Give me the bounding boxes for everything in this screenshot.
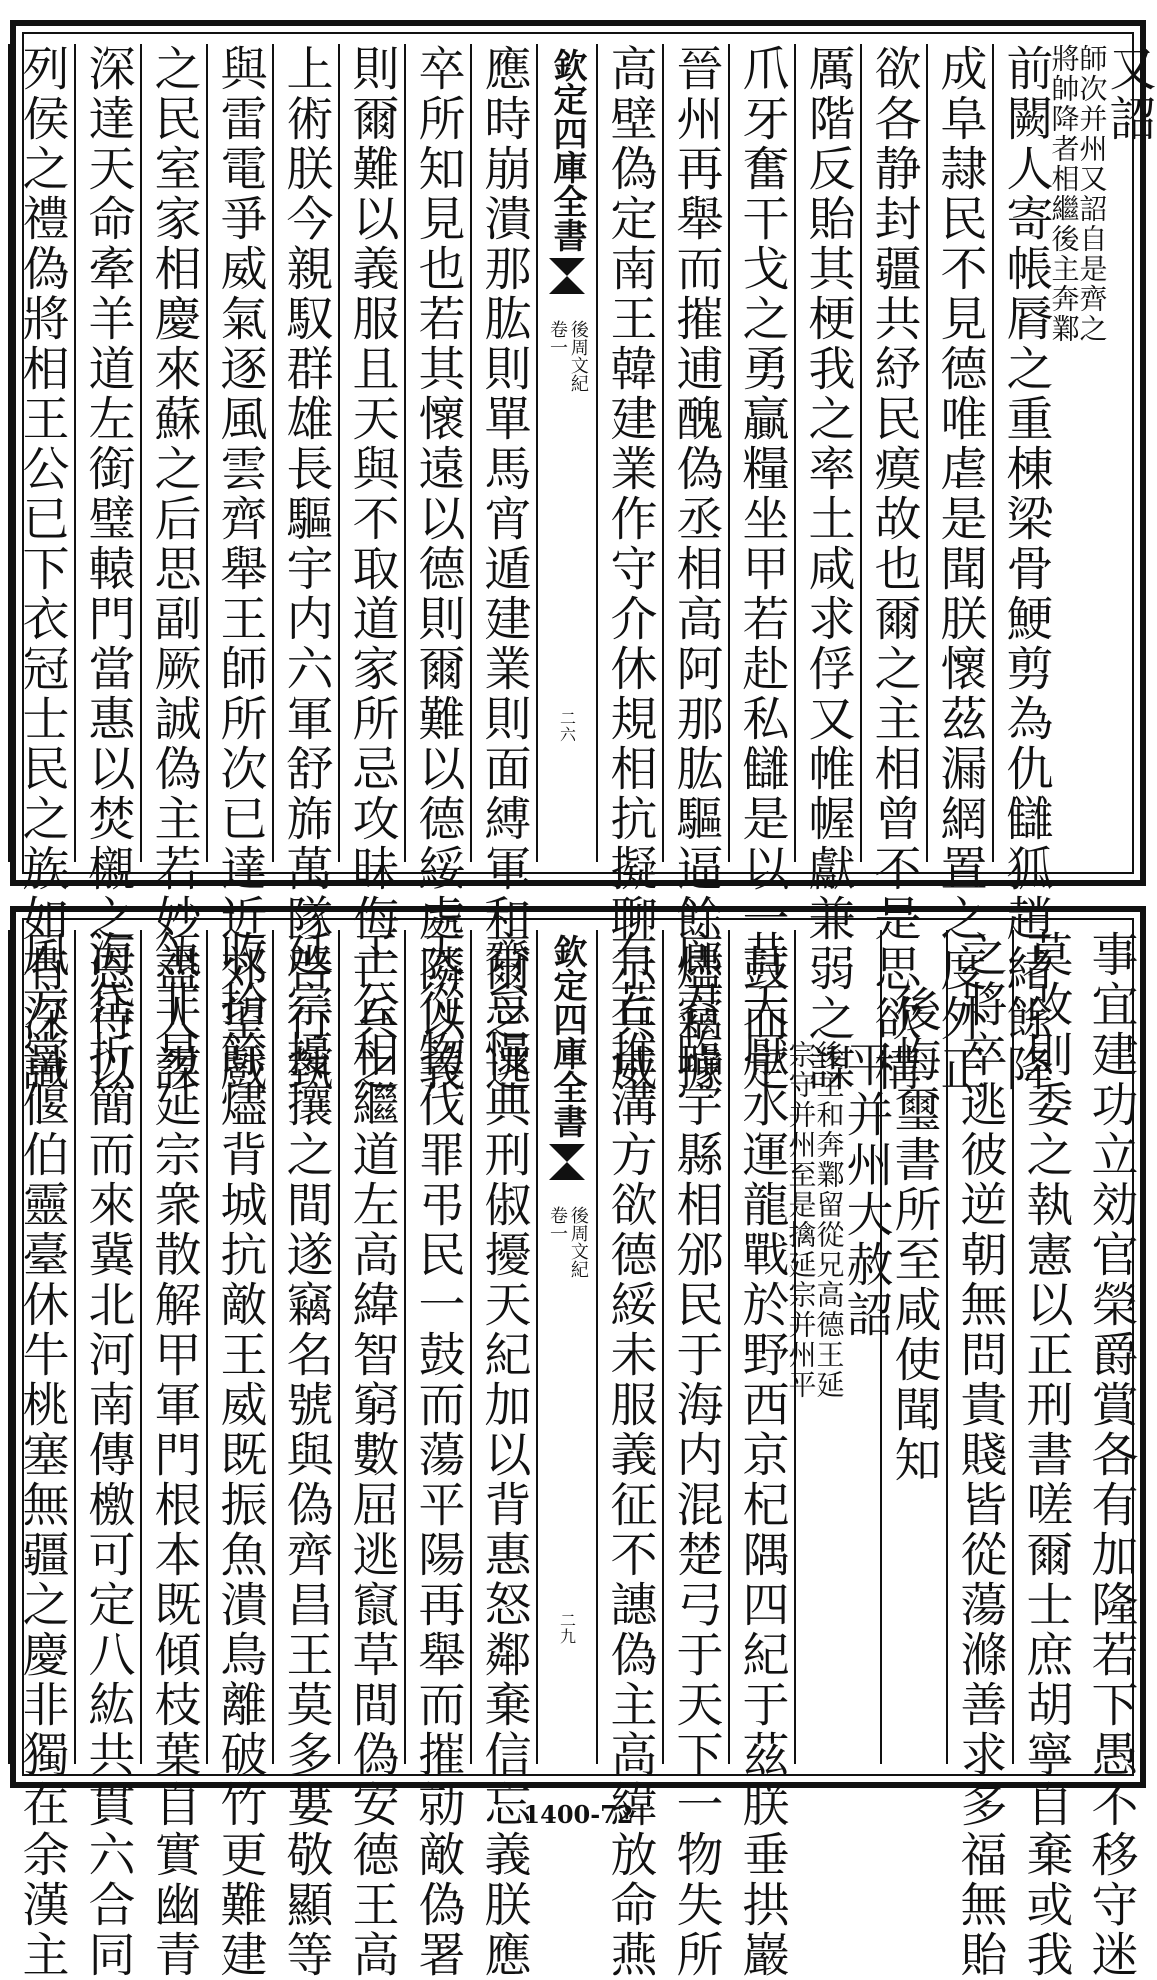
text-column (206, 44, 272, 1094)
text-column (926, 44, 992, 1094)
column-text: 則爾難以義服且天與不取道家所忌攻昧侮亡兵之 (344, 44, 400, 1094)
text-column (140, 930, 206, 1980)
column-text: 前闕人寄帳脣之重棟梁骨鯁剪為仇讎狐趙緒餘降 (998, 44, 1054, 1094)
page-number: 二六 (557, 710, 577, 742)
text-column (728, 44, 794, 1094)
text-column (1047, 44, 1157, 862)
column-text: 列侯之禮偽將相王公已下衣冠士民之族如有深識 (14, 44, 70, 1094)
column-text: 瓴非易延宗衆散解甲軍門根本既傾枝葉自實幽青 (146, 930, 202, 1980)
column-text: 晉州再舉而摧逋醜偽丞相高阿那肱驅逼餘燼竊據 (668, 44, 724, 1094)
text-column (860, 44, 926, 1094)
text-column (338, 930, 404, 1980)
text-column (784, 930, 894, 1764)
text-column (8, 44, 74, 1094)
column-text: 平并州大赦詔 (838, 1040, 894, 1340)
column-text: 有若推溝方欲德綏未服義征不譓偽主高緯放命燕 (602, 930, 658, 1980)
column-text: 高壁偽定南王韓建業作守介休規相抗擬聊示兵威 (602, 44, 658, 1094)
text-column (596, 44, 662, 1094)
column-text: 上術朕今親馭群雄長驅宇内六軍舒旆萬隊啓行埶 (278, 44, 334, 1094)
section-title: 後周文紀 (567, 320, 589, 392)
column-text: 事宜建功立効官榮爵賞各有加隆若下愚不移守迷 (1083, 930, 1139, 1980)
column-text: 與雷電爭威氣逐風雲齊舉王師所次已達近郊望戲 (212, 44, 268, 1094)
column-text: 爪牙奮干戈之勇贏糧坐甲若赴私讎是以一鼓而定 (734, 44, 790, 1094)
annotation-line: 師次并州又詔自是齊之 (1075, 44, 1109, 344)
page-footer: 1400-72 (523, 1800, 634, 1829)
column-text: 齊怠慢典刑俶擾天紀加以背惠怒鄰棄信忘義朕應 (476, 930, 532, 1980)
column-text: 天從物伐罪弔民一鼓而蕩平陽再舉而摧勍敵偽署 (410, 930, 466, 1980)
text-column (74, 44, 140, 1094)
text-column (470, 44, 536, 1094)
column-text: 深達天命牽羊道左銜璧轅門當惠以焚櫬之恩待以 (80, 44, 136, 1094)
text-column (662, 44, 728, 1094)
book-title: 欽定四庫全書 (547, 934, 587, 1138)
text-column (596, 930, 662, 1980)
volume-label: 卷一 (547, 1206, 568, 1242)
column-text: 成阜隷民不見德唯虐是聞朕懷茲漏網置之度外正 (932, 44, 988, 1094)
text-column (272, 44, 338, 1094)
text-column (74, 930, 140, 1980)
annotation-note (784, 1040, 846, 1764)
column-text: 之將卒逃彼逆朝無問貴賤皆從蕩滌善求多福無貽 (952, 930, 1008, 1980)
column-text: 王公相繼道左高緯智窮數屈逃竄草間偽安德王高 (344, 930, 400, 1980)
column-text: 厲階反貽其梗我之率土咸求俘又帷幄獻兼弱之謀 (800, 44, 856, 1094)
fishtail-mark-icon (549, 1144, 585, 1180)
text-column (470, 930, 536, 1980)
text-column (1012, 930, 1078, 1980)
column-text: 延宗擾攘之間遂竊名號與偽齊昌王莫多婁敬顯等 (278, 930, 334, 1980)
book-title: 欽定四庫全書 (547, 48, 587, 252)
text-column (404, 930, 470, 1980)
column-text: 昔天厭水運龍戰於野西京杞隅四紀于茲朕垂拱巖 (734, 930, 790, 1980)
column-text: 欲各静封疆共紓民瘼故也爾之主相曾不是思欲構 (866, 44, 922, 1094)
column-text: 風方當偃伯靈臺休牛桃塞無疆之慶非獨在余漢主 (14, 930, 70, 1980)
column-text: 卒所知見也若其懷遠以德則爾難以德綏處隣以義 (410, 44, 466, 1094)
text-column (206, 930, 272, 1980)
fishtail-mark-icon (549, 258, 585, 294)
center-gutter (536, 44, 596, 862)
page-number: 二九 (557, 1612, 577, 1644)
center-gutter (536, 930, 596, 1764)
volume-label: 卷一 (547, 320, 568, 356)
text-column (1078, 930, 1144, 1980)
column-text: 莫改則委之執憲以正刑書嗟爾士庶胡寧自棄或我 (1018, 930, 1074, 1980)
text-column (404, 44, 470, 1094)
text-column (272, 930, 338, 1980)
text-column (794, 44, 860, 1094)
column-text: 後悔璽書所至咸使聞知 (886, 985, 942, 1485)
section-title: 後周文紀 (567, 1206, 589, 1278)
annotation-line: 宗守并州至是擒延宗并州平 (784, 1040, 818, 1400)
column-text: 又詔 (1101, 44, 1157, 144)
column-text: 應時崩潰那肱則單馬宵遁建業則面縛軍和爾之逃 (476, 44, 532, 1094)
column-text: 廊君臨宇縣相邠民于海内混楚弓于天下一物失所 (668, 930, 724, 1980)
text-column (338, 44, 404, 1094)
column-text: 海岱折簡而來冀北河南傳檄可定八紘共貫六合同 (80, 930, 136, 1980)
text-column (8, 930, 74, 1980)
top-page-panel (10, 20, 1157, 1094)
annotation-line: 後主和奔鄴留從兄高德王延 (812, 1040, 846, 1400)
text-column (662, 930, 728, 1980)
text-column (728, 930, 794, 1980)
text-column (992, 44, 1058, 1094)
column-text: 之民室家相慶來蘇之后思副厥誠偽主若妙盡人謀 (146, 44, 202, 1094)
annotation-line: 將帥降者相繼後主奔鄴 (1047, 44, 1081, 344)
column-text: 收拾餘燼背城抗敵王威既振魚潰鳥離破竹更難建 (212, 930, 268, 1980)
text-column (946, 930, 1012, 1980)
top-page-frame (14, 32, 1157, 1094)
text-column (140, 44, 206, 1094)
